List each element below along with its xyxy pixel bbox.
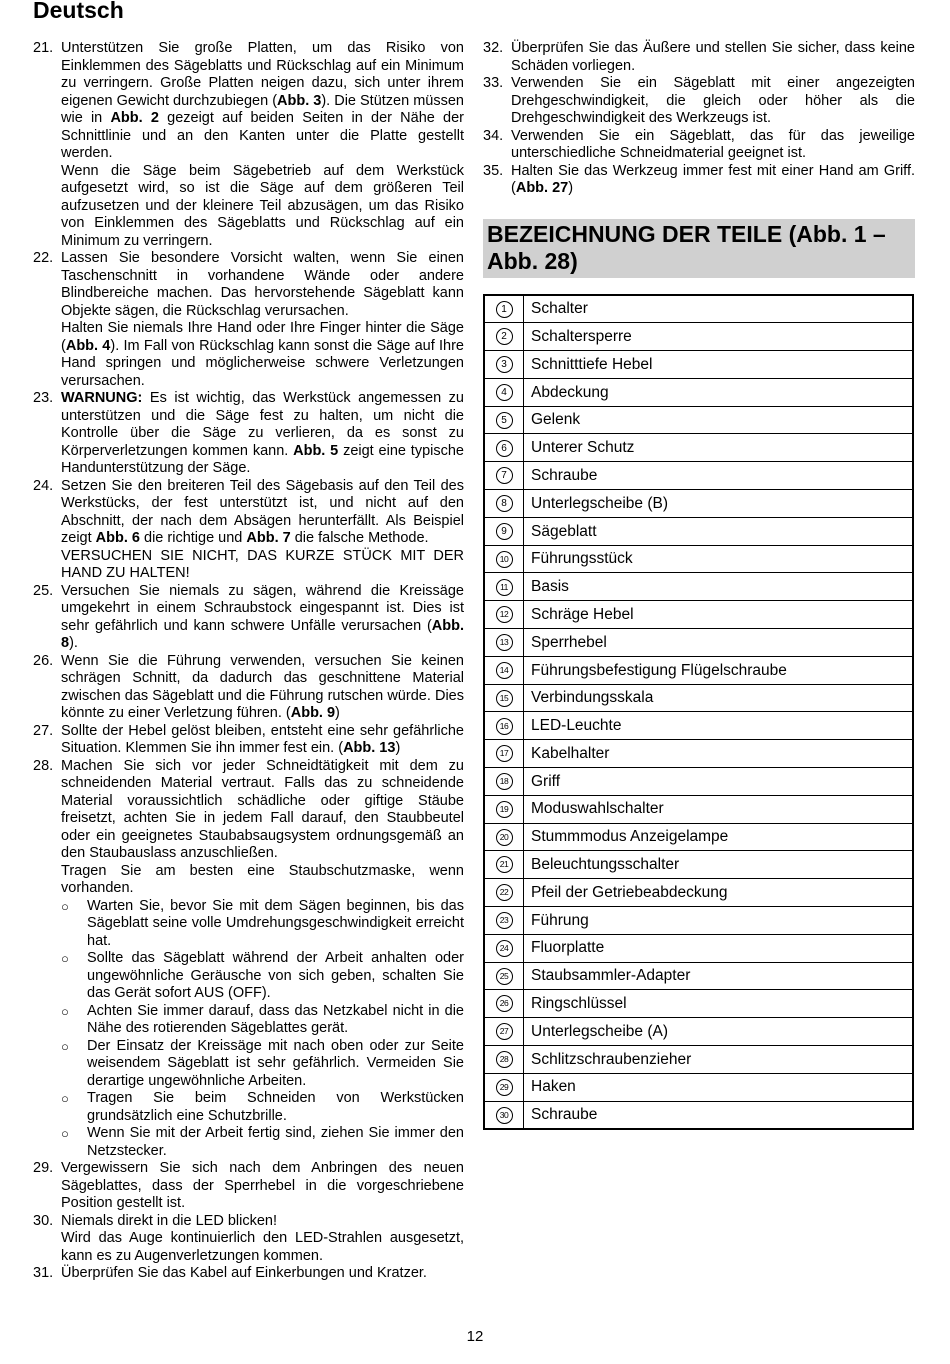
part-number-cell	[484, 656, 524, 684]
parts-row	[484, 1018, 913, 1046]
instruction-paragraph: Verwenden Sie ein Sägeblatt, das für das jeweilige unterschiedliche Schneidmaterial geeignet ist.	[511, 127, 915, 161]
instruction-body	[511, 128, 915, 163]
part-label: Moduswahlschalter	[524, 795, 914, 823]
instruction-number: 21.	[33, 40, 54, 56]
part-label: Verbindungsskala	[524, 684, 914, 712]
instruction-paragraph: Unterstützen Sie große Platten, um das Risiko von Einklemmen des Sägeblatts und Rückschlag auf ein Minimum zu verringern. Große Platten neigen dazu, sich unter ihrem eigenen Gewicht durchzubiegen (Abb. 3). Die Stützen müssen wie in Abb. 2 gezeigt auf beiden Seiten in der Nähe der Schnittlinie und an den Kanten unter die Platte gestellt werden.	[61, 40, 464, 161]
part-label: Kabelhalter	[524, 740, 914, 768]
instruction-item	[33, 653, 464, 723]
part-number: 4	[496, 384, 513, 401]
instruction-item	[33, 250, 464, 390]
parts-row	[484, 295, 913, 323]
part-number-cell	[484, 990, 524, 1018]
instruction-item	[33, 478, 464, 583]
part-number: 23	[496, 912, 513, 929]
part-number: 17	[496, 745, 513, 762]
instruction-paragraph: Überprüfen Sie das Äußere und stellen Sie sicher, dass keine Schäden vorliegen.	[511, 40, 915, 74]
part-number-cell	[484, 1073, 524, 1101]
instruction-paragraph: Setzen Sie den breiteren Teil des Sägebasis auf den Teil des Werkstücks, der fest unterstützt ist, und nicht auf den Abschnitt, der nach dem Absägen herunterfällt. Als Beispiel zeigt Abb. 6 die richtige und Abb. 7 die falsche Methode.	[61, 477, 464, 546]
instruction-number: 27.	[33, 722, 54, 739]
part-label: Beleuchtungsschalter	[524, 851, 914, 879]
part-number: 5	[496, 412, 513, 429]
instruction-body	[511, 163, 915, 198]
part-number-cell	[484, 1101, 524, 1129]
part-number: 15	[496, 690, 513, 707]
instruction-body	[511, 40, 915, 75]
part-number-cell	[484, 295, 524, 323]
instruction-item	[33, 1213, 464, 1266]
part-number: 10	[496, 551, 513, 568]
instruction-paragraph: Niemals direkt in die LED blicken!	[61, 1212, 277, 1229]
parts-row	[484, 406, 913, 434]
part-number: 11	[496, 579, 513, 596]
part-number-cell	[484, 573, 524, 601]
part-number: 3	[496, 356, 513, 373]
bullet-item	[61, 1090, 464, 1125]
part-number: 13	[496, 634, 513, 651]
parts-row	[484, 629, 913, 657]
right-instructions	[483, 40, 915, 198]
parts-row	[484, 879, 913, 907]
part-number-cell	[484, 351, 524, 379]
instruction-item	[33, 1265, 464, 1283]
part-number: 28	[496, 1051, 513, 1068]
part-number-cell	[484, 907, 524, 935]
part-number: 25	[496, 968, 513, 985]
part-number-cell	[484, 462, 524, 490]
instruction-number: 33.	[483, 75, 504, 91]
part-label: Sperrhebel	[524, 629, 914, 657]
instruction-number: 25.	[33, 582, 54, 599]
instruction-paragraph: Wenn die Säge beim Sägebetrieb auf dem Werkstück aufgesetzt wird, so ist die Säge auf dem größeren Teil aufzusetzen und der kleinere Teil abzusägen, um das Risiko von Einklemmen des Sägeblatts und Rückschlag auf ein Minimum zu verringern.	[61, 162, 464, 249]
part-label: Unterlegscheibe (A)	[524, 1018, 914, 1046]
bullet-item	[61, 1038, 464, 1091]
parts-row	[484, 795, 913, 823]
part-label: Schraube	[524, 1101, 914, 1129]
part-label: Griff	[524, 768, 914, 796]
parts-row	[484, 990, 913, 1018]
part-number: 26	[496, 995, 513, 1012]
part-number: 19	[496, 801, 513, 818]
part-number: 6	[496, 440, 513, 457]
instruction-paragraph: Vergewissern Sie sich nach dem Anbringen des neuen Sägeblattes, dass der Sperrhebel in die vorgeschriebene Position gestellt ist.	[61, 1160, 464, 1211]
bullet-circle-icon: ○	[61, 1038, 69, 1054]
instruction-item	[33, 390, 464, 478]
instruction-paragraph: Versuchen Sie niemals zu sägen, während die Kreissäge umgekehrt in einem Schraubstock eingespannt ist. Dies ist sehr gefährlich und kann schwere Unfälle verursachen (Abb. 8).	[61, 582, 464, 651]
bullet-text: Warten Sie, bevor Sie mit dem Sägen beginnen, bis das Sägeblatt seine volle Umdrehungsgeschwindigkeit erreicht hat.	[87, 897, 464, 949]
bullet-text: Der Einsatz der Kreissäge mit nach oben oder zur Seite weisendem Sägeblatt ist sehr gefährlich. Vermeiden Sie derartige ungewöhnliche Arbeiten.	[87, 1037, 464, 1089]
parts-row	[484, 1073, 913, 1101]
instruction-number: 24.	[33, 477, 54, 494]
instruction-item	[483, 40, 915, 75]
instruction-paragraph: Wenn Sie die Führung verwenden, versuchen Sie keinen schrägen Schnitt, da dadurch das geschnittene Material zwischen das Sägeblatt und die Führung rutschen würde. Dies könnte zu einer Verletzung führen. (Abb. 9)	[61, 652, 464, 721]
bullet-circle-icon: ○	[61, 1003, 69, 1019]
instruction-number: 28.	[33, 757, 54, 774]
instruction-item	[33, 583, 464, 653]
part-number: 16	[496, 718, 513, 735]
instruction-body	[61, 758, 464, 1161]
bullet-item	[61, 950, 464, 1003]
parts-row	[484, 823, 913, 851]
instruction-paragraph: Verwenden Sie ein Sägeblatt mit einer angezeigten Drehgeschwindigkeit, die gleich oder höher als die Drehgeschwindigkeit des Werkzeugs ist.	[511, 75, 915, 126]
parts-row	[484, 601, 913, 629]
instruction-number: 35.	[483, 162, 504, 179]
parts-row	[484, 1101, 913, 1129]
parts-row	[484, 490, 913, 518]
bullet-circle-icon: ○	[61, 951, 69, 966]
instruction-body	[61, 723, 464, 758]
bullet-item	[61, 898, 464, 951]
part-number-cell	[484, 406, 524, 434]
instruction-paragraph: Sollte der Hebel gelöst bleiben, entsteht eine sehr gefährliche Situation. Klemmen Sie ihn immer fest ein. (Abb. 13)	[61, 722, 464, 756]
parts-row	[484, 740, 913, 768]
part-number-cell	[484, 629, 524, 657]
instruction-number: 23.	[33, 390, 54, 406]
parts-row	[484, 323, 913, 351]
part-number-cell	[484, 601, 524, 629]
bullet-circle-icon: ○	[61, 1091, 69, 1106]
part-number: 9	[496, 523, 513, 540]
part-number-cell	[484, 545, 524, 573]
part-label: Sägeblatt	[524, 517, 914, 545]
part-number-cell	[484, 490, 524, 518]
bullet-item	[61, 1003, 464, 1038]
instruction-number: 31.	[33, 1265, 54, 1281]
instruction-body	[61, 40, 464, 250]
part-number-cell	[484, 1046, 524, 1074]
part-number-cell	[484, 851, 524, 879]
part-number: 7	[496, 467, 513, 484]
part-label: Führung	[524, 907, 914, 935]
parts-row	[484, 962, 913, 990]
part-number: 14	[496, 662, 513, 679]
part-number-cell	[484, 378, 524, 406]
parts-row	[484, 768, 913, 796]
instruction-item	[33, 723, 464, 758]
bullet-item	[61, 1125, 464, 1160]
part-label: Staubsammler-Adapter	[524, 962, 914, 990]
part-number-cell	[484, 517, 524, 545]
language-header: Deutsch	[33, 0, 124, 23]
part-label: Schalter	[524, 295, 914, 323]
part-number: 29	[496, 1079, 513, 1096]
part-number-cell	[484, 434, 524, 462]
part-label: Schräge Hebel	[524, 601, 914, 629]
part-label: Führungsbefestigung Flügelschraube	[524, 656, 914, 684]
part-label: Schraube	[524, 462, 914, 490]
part-label: Gelenk	[524, 406, 914, 434]
instruction-body	[511, 75, 915, 128]
instruction-number: 26.	[33, 652, 54, 669]
instruction-number: 22.	[33, 250, 54, 266]
parts-row	[484, 545, 913, 573]
instruction-number: 29.	[33, 1160, 54, 1176]
parts-row	[484, 907, 913, 935]
part-number: 12	[496, 606, 513, 623]
bullet-text: Wenn Sie mit der Arbeit fertig sind, ziehen Sie immer den Netzstecker.	[87, 1125, 464, 1159]
part-number: 24	[496, 940, 513, 957]
part-label: Pfeil der Getriebeabdeckung	[524, 879, 914, 907]
bullet-text: Sollte das Sägeblatt während der Arbeit anhalten oder ungewöhnliche Geräusche von sich geben, schalten Sie das Gerät sofort AUS (OFF).	[87, 950, 464, 1001]
part-number-cell	[484, 323, 524, 351]
instruction-paragraph: Tragen Sie am besten eine Staubschutzmaske, wenn vorhanden.	[61, 862, 464, 896]
instruction-body	[61, 1265, 464, 1283]
instruction-body	[61, 1160, 464, 1213]
instruction-body	[61, 390, 464, 478]
instruction-paragraph: Machen Sie sich vor jeder Schneidtätigkeit mit dem zu schneidenden Material vertraut. Falls das zu schneidende Material voraussichtlich schädliche oder giftige Stäube freisetzt, achten Sie in jedem Fall darauf, den Staubbeutel oder ein geeignetes Staubabsaugsystem ordnungsgemäß an den Staubauslass anzuschließen.	[61, 757, 464, 861]
part-number: 1	[496, 301, 513, 318]
page-number: 12	[466, 1328, 484, 1345]
part-number: 18	[496, 773, 513, 790]
parts-row	[484, 462, 913, 490]
instruction-item	[483, 75, 915, 128]
instruction-number: 32.	[483, 40, 504, 56]
parts-row	[484, 573, 913, 601]
instruction-paragraph: WARNUNG: Es ist wichtig, das Werkstück angemessen zu unterstützen und die Säge fest zu halten, um nicht die Kontrolle über die Säge zu verlieren, da es sonst zu Körperverletzungen kommen kann. Abb. 5 zeigt eine typische Handunterstützung der Säge.	[61, 390, 464, 476]
instruction-body	[61, 653, 464, 723]
part-label: Führungsstück	[524, 545, 914, 573]
part-number-cell	[484, 712, 524, 740]
part-label: Unterer Schutz	[524, 434, 914, 462]
instruction-body	[61, 250, 464, 390]
parts-row	[484, 1046, 913, 1074]
part-label: Unterlegscheibe (B)	[524, 490, 914, 518]
part-label: Ringschlüssel	[524, 990, 914, 1018]
instruction-paragraph: VERSUCHEN SIE NICHT, DAS KURZE STÜCK MIT DER HAND ZU HALTEN!	[61, 547, 464, 581]
instruction-paragraph: Wird das Auge kontinuierlich den LED-Strahlen ausgesetzt, kann es zu Augenverletzungen kommen.	[61, 1230, 464, 1264]
part-label: Schlitzschraubenzieher	[524, 1046, 914, 1074]
instruction-item	[33, 758, 464, 1161]
part-number: 8	[496, 495, 513, 512]
part-label: Basis	[524, 573, 914, 601]
part-label: Abdeckung	[524, 378, 914, 406]
part-label: Schaltersperre	[524, 323, 914, 351]
instruction-paragraph: Halten Sie das Werkzeug immer fest mit einer Hand am Griff. (Abb. 27)	[511, 162, 915, 196]
parts-row	[484, 434, 913, 462]
instruction-body	[61, 583, 464, 653]
parts-row	[484, 517, 913, 545]
parts-row	[484, 851, 913, 879]
part-number: 20	[496, 829, 513, 846]
parts-row	[484, 656, 913, 684]
parts-row	[484, 684, 913, 712]
bullet-circle-icon: ○	[61, 898, 69, 914]
part-number-cell	[484, 768, 524, 796]
instruction-paragraph: Überprüfen Sie das Kabel auf Einkerbungen und Kratzer.	[61, 1265, 427, 1281]
right-column	[483, 40, 915, 1130]
part-number-cell	[484, 684, 524, 712]
instruction-item	[483, 163, 915, 198]
instruction-item	[33, 40, 464, 250]
parts-row	[484, 712, 913, 740]
part-number-cell	[484, 962, 524, 990]
part-number: 21	[496, 856, 513, 873]
part-number: 22	[496, 884, 513, 901]
parts-section-title: BEZEICHNUNG DER TEILE (Abb. 1 – Abb. 28)	[483, 219, 915, 278]
part-label: Stummmodus Anzeigelampe	[524, 823, 914, 851]
instruction-body	[61, 1213, 464, 1266]
part-number: 2	[496, 328, 513, 345]
part-number-cell	[484, 795, 524, 823]
bullet-text: Achten Sie immer darauf, dass das Netzkabel nicht in die Nähe des rotierenden Sägeblattes gerät.	[87, 1002, 464, 1036]
parts-row	[484, 351, 913, 379]
part-label: Schnitttiefe Hebel	[524, 351, 914, 379]
part-number: 30	[496, 1107, 513, 1124]
part-number: 27	[496, 1023, 513, 1040]
bullet-text: Tragen Sie beim Schneiden von Werkstücken grundsätzlich eine Schutzbrille.	[87, 1090, 464, 1124]
part-label: Fluorplatte	[524, 934, 914, 962]
parts-row	[484, 378, 913, 406]
parts-table	[483, 294, 914, 1131]
instruction-item	[483, 128, 915, 163]
part-number-cell	[484, 934, 524, 962]
instruction-number: 30.	[33, 1212, 54, 1229]
part-label: Haken	[524, 1073, 914, 1101]
parts-row	[484, 934, 913, 962]
part-label: LED-Leuchte	[524, 712, 914, 740]
part-number-cell	[484, 740, 524, 768]
bullet-circle-icon: ○	[61, 1126, 69, 1141]
left-column	[33, 40, 464, 1283]
part-number-cell	[484, 1018, 524, 1046]
part-number-cell	[484, 823, 524, 851]
instruction-paragraph: Lassen Sie besondere Vorsicht walten, wenn Sie einen Taschenschnitt in vorhandene Wände oder andere Blindbereiche machen. Das hervorstehende Sägeblatt kann Objekte sägen, die Rückschlag verursachen.	[61, 250, 464, 319]
part-number-cell	[484, 879, 524, 907]
instruction-body	[61, 478, 464, 583]
instruction-number: 34.	[483, 127, 504, 144]
instruction-paragraph: Halten Sie niemals Ihre Hand oder Ihre Finger hinter die Säge (Abb. 4). Im Fall von Rückschlag kann sonst die Säge auf Ihre Hand springen und möglicherweise schwere Verletzungen verursachen.	[61, 320, 464, 389]
instruction-item	[33, 1160, 464, 1213]
